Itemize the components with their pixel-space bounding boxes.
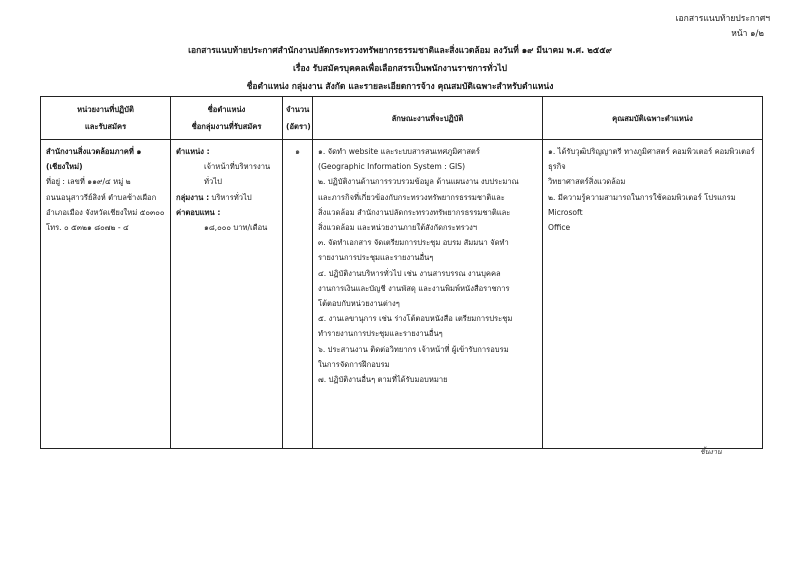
duty-line: ๔. ปฏิบัติงานบริหารทั่วไป เช่น งานสารบรรณ งานบุคคล — [318, 268, 501, 278]
duty-line: ๗. ปฏิบัติงานอื่นๆ ตามที่ได้รับมอบหมาย — [318, 375, 448, 385]
header-description: ชื่อตำแหน่ง กลุ่มงาน สังกัด และรายละเอียดการจ้าง คุณสมบัติเฉพาะสำหรับตำแหน่ง — [246, 82, 554, 92]
unit-name: สำนักงานสิ่งแวดล้อมภาคที่ ๑ — [46, 147, 142, 156]
unit-name-city: (เชียงใหม่) — [46, 162, 83, 172]
document-corner-label — [676, 12, 770, 42]
duty-line: ๕. งานเลขานุการ เช่น ร่างโต้ตอบหนังสือ เตรียมการประชุม — [318, 314, 513, 324]
duty-line: ๖. ประสานงาน ติดต่อวิทยากร เจ้าหน้าที่ ผู้เข้ารับการอบรม — [318, 344, 509, 354]
page-number: หน้า ๑/๒ — [731, 29, 764, 39]
pay-value: ๑๘,๐๐๐ บาท/เดือน — [204, 223, 268, 233]
duty-line: ๓. จัดทำเอกสาร จัดเตรียมการประชุม อบรม สัมมนา จัดทำ — [318, 238, 509, 248]
document-header — [0, 42, 800, 96]
duty-line: ในการจัดการฝึกอบรม — [318, 359, 390, 369]
duty-line: (Geographic Information System : GIS) — [318, 162, 466, 172]
pay-label: ค่าตอบแทน : — [176, 207, 221, 217]
header-qualification: คุณสมบัติเฉพาะตำแหน่ง — [543, 97, 763, 140]
qualification-line: ๑. ได้รับวุฒิปริญญาตรี ทางภูมิศาสตร์ คอมพิวเตอร์ คอมพิวเตอร์ธุรกิจ — [548, 147, 755, 172]
unit-address-line: ที่อยู่ : เลขที่ ๑๑๙/๔ หมู่ ๒ — [46, 177, 131, 187]
qualification-line: วิทยาศาสตร์สิ่งแวดล้อม — [548, 177, 626, 187]
position-value: เจ้าหน้าที่บริหารงานทั่วไป — [204, 162, 271, 187]
qualification-line: ๒. มีความรู้ความสามารถในการใช้คอมพิวเตอร์ โปรแกรม Microsoft — [548, 192, 736, 217]
duty-line: และภารกิจที่เกี่ยวข้องกับกระทรวงทรัพยากรธรรมชาติและ — [318, 192, 505, 202]
duty-line: งานการเงินและบัญชี งานพัสดุ และงานพิมพ์หนังสือราชการ — [318, 283, 510, 293]
qualification-line: Office — [548, 223, 571, 233]
header-count: จำนวน (อัตรา) — [283, 97, 313, 140]
duty-cell — [313, 140, 543, 449]
header-unit: หน่วยงานที่ปฏิบัติ และรับสมัคร — [41, 97, 171, 140]
unit-address-line: อำเภอเมือง จังหวัดเชียงใหม่ ๕๐๓๐๐ — [46, 207, 165, 217]
duty-line: รายงานการประชุมและรายงานอื่นๆ — [318, 253, 434, 263]
duty-line: สิ่งแวดล้อม สำนักงานปลัดกระทรวงทรัพยากรธรรมชาติและ — [318, 207, 511, 217]
duty-line: โต้ตอบกับหน่วยงานต่างๆ — [318, 299, 400, 309]
position-label: ตำแหน่ง : — [176, 147, 210, 156]
position-cell — [171, 140, 283, 449]
group-value: บริหารทั่วไป — [211, 192, 252, 202]
header-subject: เรื่อง รับสมัครบุคคลเพื่อเลือกสรรเป็นพนักงานราชการทั่วไป — [292, 64, 507, 74]
duty-line: ๑. จัดทำ website และระบบสารสนเทศภูมิศาสตร์ — [318, 147, 480, 156]
table-header-row — [41, 97, 763, 140]
qualification-cell — [543, 140, 763, 449]
attachment-label: เอกสารแนบท้ายประกาศฯ — [675, 14, 770, 24]
table-row — [41, 140, 763, 449]
header-position: ชื่อตำแหน่ง ชื่อกลุ่มงานที่รับสมัคร — [171, 97, 283, 140]
duty-line: ๒. ปฏิบัติงานด้านการรวบรวมข้อมูล ด้านแผนงาน งบประมาณ — [318, 177, 519, 187]
job-detail-table — [40, 96, 763, 449]
unit-cell — [41, 140, 171, 449]
header-title: เอกสารแนบท้ายประกาศสำนักงานปลัดกระทรวงทรัพยากรธรรมชาติและสิ่งแวดล้อม ลงวันที่ ๑๙ มีนาคม พ.ศ. ๒๕๕๙ — [188, 46, 612, 56]
signature-initials: ชิ้นงาน — [700, 448, 722, 456]
unit-phone: โทร. ๐ ๕๓๒๑ ๘๐๗๒ - ๔ — [46, 223, 129, 233]
count-cell: ๑ — [283, 140, 313, 449]
duty-line: ทำรายงานการประชุมและรายงานอื่นๆ — [318, 329, 443, 339]
duty-line: สิ่งแวดล้อม และหน่วยงานภายใต้สังกัดกระทรวงฯ — [318, 223, 478, 233]
group-label: กลุ่มงาน : — [176, 192, 210, 202]
header-duty: ลักษณะงานที่จะปฏิบัติ — [313, 97, 543, 140]
unit-address-line: ถนนอนุสาวรีย์สิงห์ ตำบลช้างเผือก — [46, 192, 157, 202]
